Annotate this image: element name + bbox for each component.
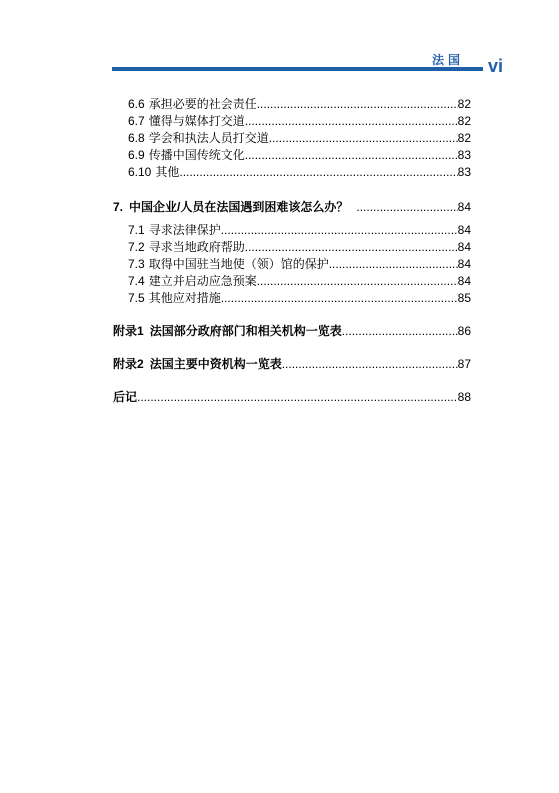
- toc-entry-6-6[interactable]: [128, 97, 471, 111]
- toc-entry-number: 7.3: [128, 257, 145, 271]
- dot-leader: [257, 274, 458, 288]
- dot-leader: [137, 390, 458, 404]
- toc-entry-number: 7.4: [128, 274, 145, 288]
- dot-leader: [356, 200, 457, 214]
- toc-entry-6-9[interactable]: [128, 148, 471, 162]
- toc-entry-page: 88: [457, 390, 471, 404]
- dot-leader: [245, 114, 458, 128]
- toc-entry-7-1[interactable]: [128, 223, 471, 237]
- toc-entry-7-5[interactable]: [128, 291, 471, 305]
- toc-entry-title: 法国部分政府部门和相关机构一览表: [149, 324, 342, 338]
- toc-entry-page: 83: [457, 148, 471, 162]
- dot-leader: [179, 165, 457, 179]
- toc-entry-page: 84: [457, 223, 471, 237]
- toc-entry-page: 84: [457, 274, 471, 288]
- toc-entry-title: 后记: [113, 390, 138, 404]
- toc-entry-title: 传播中国传统文化: [148, 148, 245, 162]
- toc-entry-number: 7.: [113, 200, 124, 214]
- toc-entry-number: 7.1: [128, 223, 145, 237]
- dot-leader: [342, 324, 458, 338]
- toc-afterword[interactable]: [113, 390, 471, 404]
- toc-chapter-7[interactable]: [113, 200, 471, 214]
- toc-entry-6-10[interactable]: [128, 165, 471, 179]
- toc-entry-title: 法国主要中资机构一览表: [149, 357, 282, 371]
- toc-entry-number: 附录2: [113, 357, 144, 371]
- toc-entry-number: 6.9: [128, 148, 145, 162]
- toc-entry-title: 中国企业/人员在法国遇到困难该怎么办？: [129, 200, 349, 214]
- dot-leader: [269, 131, 458, 145]
- toc-entry-title: 懂得与媒体打交道: [148, 114, 245, 128]
- toc-entry-6-7[interactable]: [128, 114, 471, 128]
- dot-leader: [245, 148, 458, 162]
- toc-entry-title: 取得中国驻当地使（领）馆的保护: [148, 257, 329, 271]
- toc-entry-page: 84: [457, 240, 471, 254]
- toc-entry-7-4[interactable]: [128, 274, 471, 288]
- toc-entry-title: 寻求当地政府帮助: [148, 240, 245, 254]
- dot-leader: [245, 240, 458, 254]
- toc-entry-page: 84: [457, 200, 471, 214]
- toc-entry-7-3[interactable]: [128, 257, 471, 271]
- toc-entry-title: 承担必要的社会责任: [148, 97, 257, 111]
- toc-entry-title: 其他: [155, 165, 180, 179]
- dot-leader: [282, 357, 458, 371]
- toc-appendix-2[interactable]: [113, 357, 471, 371]
- toc-entry-number: 6.6: [128, 97, 145, 111]
- dot-leader: [257, 97, 458, 111]
- toc-entry-page: 82: [457, 114, 471, 128]
- toc-entry-title: 学会和执法人员打交道: [148, 131, 269, 145]
- running-header-country: 法国: [432, 53, 465, 67]
- dot-leader: [221, 291, 458, 305]
- toc-entry-page: 85: [457, 291, 471, 305]
- toc-entry-number: 附录1: [113, 324, 144, 338]
- toc-entry-page: 82: [457, 97, 471, 111]
- dot-leader: [329, 257, 458, 271]
- toc-entry-number: 7.2: [128, 240, 145, 254]
- toc-entry-title: 建立并启动应急预案: [148, 274, 257, 288]
- toc-entry-6-8[interactable]: [128, 131, 471, 145]
- toc-entry-number: 7.5: [128, 291, 145, 305]
- toc-entry-page: 82: [457, 131, 471, 145]
- toc-entry-page: 83: [457, 165, 471, 179]
- toc-entry-page: 86: [457, 324, 471, 338]
- toc-entry-page: 87: [457, 357, 471, 371]
- page-number: vi: [488, 56, 504, 76]
- toc-entry-page: 84: [457, 257, 471, 271]
- dot-leader: [221, 223, 458, 237]
- toc-entry-number: 6.7: [128, 114, 145, 128]
- toc-entry-title: 寻求法律保护: [148, 223, 221, 237]
- header-rule: [112, 67, 483, 71]
- toc-entry-number: 6.8: [128, 131, 145, 145]
- toc-entry-7-2[interactable]: [128, 240, 471, 254]
- toc-appendix-1[interactable]: [113, 324, 471, 338]
- toc-entry-title: 其他应对措施: [148, 291, 221, 305]
- toc-entry-number: 6.10: [128, 165, 152, 179]
